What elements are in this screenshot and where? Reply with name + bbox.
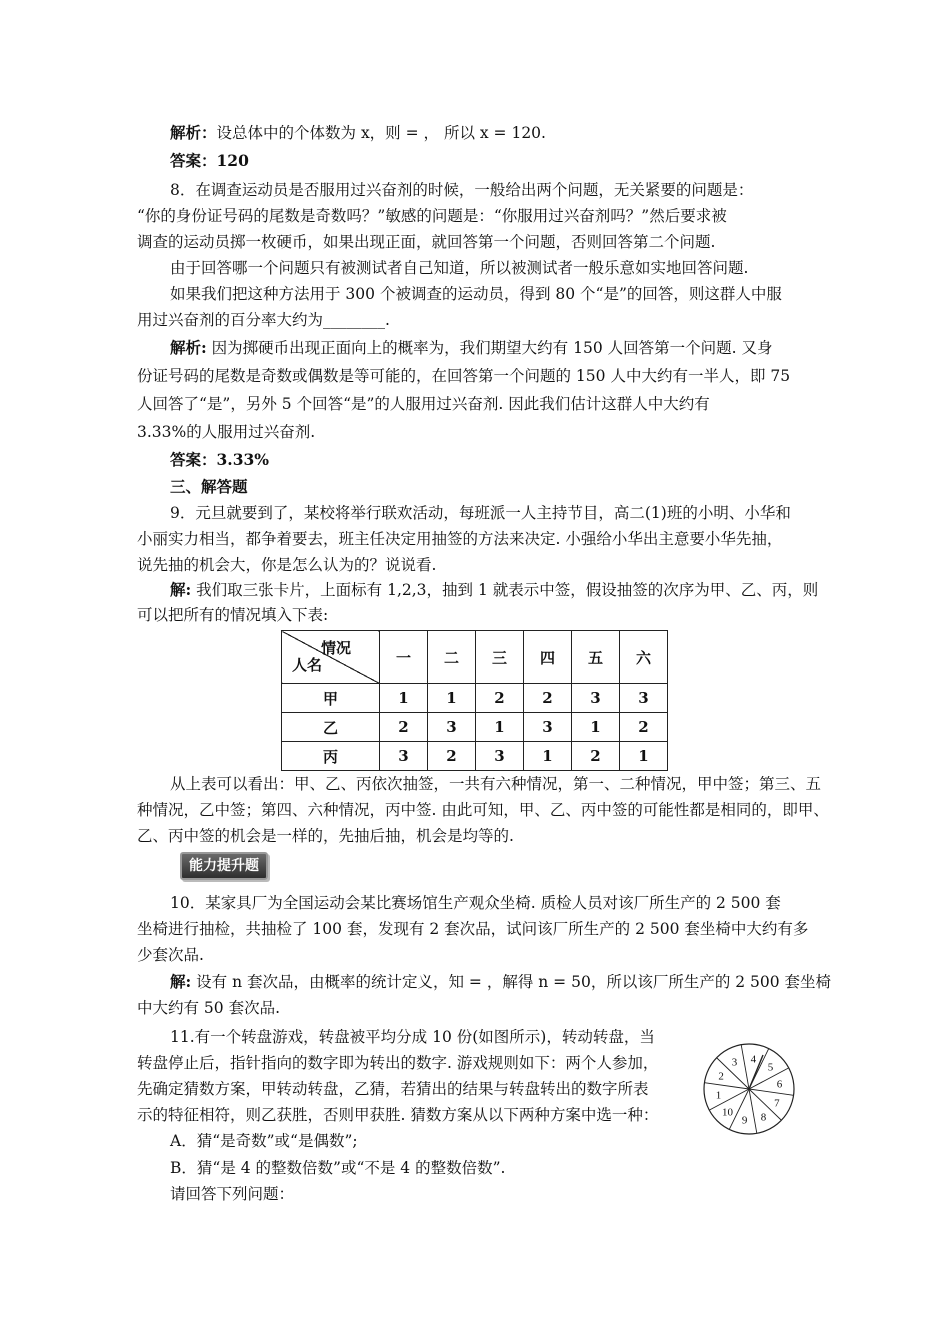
table-row [282,684,668,713]
header-person: 人名 [292,656,323,674]
wheel-number: 8 [760,1111,767,1124]
table-row [282,742,668,771]
table-cell: 1 [428,684,476,713]
s10-label: 解: [170,972,192,991]
table-cell: 2 [572,742,620,771]
c9-line-3: 乙、丙中签的机会是一样的，先抽后抽，机会是均等的. [137,827,514,845]
answer-line-7 [170,151,249,171]
table-cell: 1 [572,713,620,742]
q8-line-1: 8．在调查运动员是否服用过兴奋剂的时候，一般给出两个问题，无关紧要的问题是： [170,181,754,199]
s9-text: 我们取三张卡片，上面标有 1,2,3，抽到 1 就表示中签，假设抽签的次序为甲、乙、丙，则 [191,581,819,599]
s9-line-1 [170,580,818,600]
q10-line-3: 少套次品. [137,946,204,964]
table-row [282,713,668,742]
s10-line-1 [170,972,831,992]
spinner-wheel-figure [701,1041,797,1137]
s9-line-2: 可以把所有的情况填入下表: [137,606,329,624]
wheel-number: 7 [774,1097,780,1110]
analysis-line-7 [170,123,546,143]
q9-line-2: 小丽实力相当，都争着要去，班主任决定用抽签的方法来决定. 小强给小华出主意要小华先抽， [137,530,783,548]
column-header: 二 [428,631,476,684]
q11-line-2: 转盘停止后，指针指向的数字即为转出的数字. 游戏规则如下：两个人参加， [137,1054,659,1072]
q11-prompt: 请回答下列问题： [170,1185,295,1203]
table-cell: 1 [620,742,668,771]
q9-line-3: 说先抽的机会大，你是怎么认为的？说说看. [137,556,437,574]
table-cell: 1 [380,684,428,713]
table-cell: 3 [476,742,524,771]
answer-text: 120 [216,151,249,170]
table-cell: 3 [380,742,428,771]
q8-line-4: 由于回答哪一个问题只有被测试者自己知道，所以被测试者一般乐意如实地回答问题. [170,259,749,277]
table-cell: 1 [476,713,524,742]
row-name: 丙 [282,742,380,771]
column-header: 六 [620,631,668,684]
s10-line-2: 中大约有 50 套次品. [137,999,281,1017]
table-cell: 2 [476,684,524,713]
table-cell: 2 [524,684,572,713]
section-title: 三、解答题 [170,477,248,496]
lottery-table [281,630,668,771]
table-cell: 3 [620,684,668,713]
answer-label: 答案： [170,151,217,170]
q8-line-5: 如果我们把这种方法用于 300 个被调查的运动员，得到 80 个“是”的回答，则这群人中服 [170,285,782,303]
s9-label: 解: [170,580,192,599]
column-header: 一 [380,631,428,684]
table-cell: 2 [428,742,476,771]
column-header: 三 [476,631,524,684]
header-situation: 情况 [320,639,351,657]
table-cell: 2 [380,713,428,742]
s10-text: 设有 n 套次品，由概率的统计定义，知 = ，解得 n = 50，所以该厂所生产的 2 500 套坐椅 [191,973,832,991]
c9-line-2: 种情况，乙中签；第四、六种情况，丙中签. 由此可知，甲、乙、丙中签的可能性都是相同的，即甲、 [137,801,829,819]
ability-badge: 能力提升题 [180,852,268,880]
q8-line-6: 用过兴奋剂的百分率大约为________. [137,311,390,329]
a8-line-2: 份证号码的尾数是奇数或偶数是等可能的，在回答第一个问题的 150 人中大约有一半人，即 75 [137,367,791,385]
table-cell: 2 [620,713,668,742]
q11-option-b: B．猜“是 4 的整数倍数”或“不是 4 的整数倍数”. [170,1159,506,1177]
answer8-text: 3.33% [216,450,269,469]
wheel-divider [749,1089,794,1095]
table-cell: 1 [524,742,572,771]
table-cell: 3 [572,684,620,713]
table-cell: 3 [524,713,572,742]
table-cell: 3 [428,713,476,742]
table-corner-header [282,631,380,684]
wheel-number: 5 [767,1061,774,1074]
q9-line-1: 9．元旦就要到了，某校将举行联欢活动，每班派一人主持节目，高二(1)班的小明、小华和 [170,504,791,522]
q11-line-4: 示的特征相符，则乙获胜，否则甲获胜. 猜数方案从以下两种方案中选一种： [137,1106,659,1124]
a8-line-1 [170,338,772,358]
q11-option-a: A．猜“是奇数”或“是偶数”; [170,1132,358,1150]
q10-line-2: 坐椅进行抽检，共抽检了 100 套，发现有 2 套次品，试问该厂所生产的 2 500 套坐椅中大约有多 [137,920,809,938]
wheel-number: 3 [731,1056,738,1069]
answer-line-8 [170,450,269,470]
q8-line-3: 调查的运动员掷一枚硬币，如果出现正面，就回答第一个问题，否则回答第二个问题. [137,233,716,251]
column-header: 五 [572,631,620,684]
q11-line-3: 先确定猜数方案，甲转动转盘，乙猜，若猜出的结果与转盘转出的数字所表 [137,1080,649,1098]
c9-line-1: 从上表可以看出：甲、乙、丙依次抽签，一共有六种情况，第一、二种情况，甲中签；第三、五 [170,775,822,793]
column-header: 四 [524,631,572,684]
answer8-label: 答案： [170,450,217,469]
a8-line-3: 人回答了“是”，另外 5 个回答“是”的人服用过兴奋剂. 因此我们估计这群人中大约有 [137,395,710,413]
wheel-number: 1 [715,1089,722,1102]
wheel-number: 6 [776,1078,783,1091]
row-name: 乙 [282,713,380,742]
wheel-number: 4 [750,1053,757,1066]
q11-line-1: 11.有一个转盘游戏，转盘被平均分成 10 份(如图所示)，转动转盘，当 [170,1028,655,1046]
wheel-number: 2 [718,1070,724,1083]
q10-line-1: 10．某家具厂为全国运动会某比赛场馆生产观众坐椅. 质检人员对该厂所生产的 2 500 套 [170,894,781,912]
q8-line-2: “你的身份证号码的尾数是奇数吗？”敏感的问题是：“你服用过兴奋剂吗？”然后要求被 [137,207,727,225]
wheel-divider [704,1083,749,1089]
analysis-label: 解析： [170,123,217,142]
a8-line-4: 3.33%的人服用过兴奋剂. [137,423,316,441]
wheel-number: 10 [721,1106,733,1119]
analysis-text: 设总体中的个体数为 x，则 = ， 所以 x = 120. [216,124,546,142]
row-name: 甲 [282,684,380,713]
wheel-number: 9 [741,1114,748,1127]
a8-label: 解析: [170,338,207,357]
a8-text: 因为掷硬币出现正面向上的概率为，我们期望大约有 150 人回答第一个问题. 又身 [206,339,773,357]
